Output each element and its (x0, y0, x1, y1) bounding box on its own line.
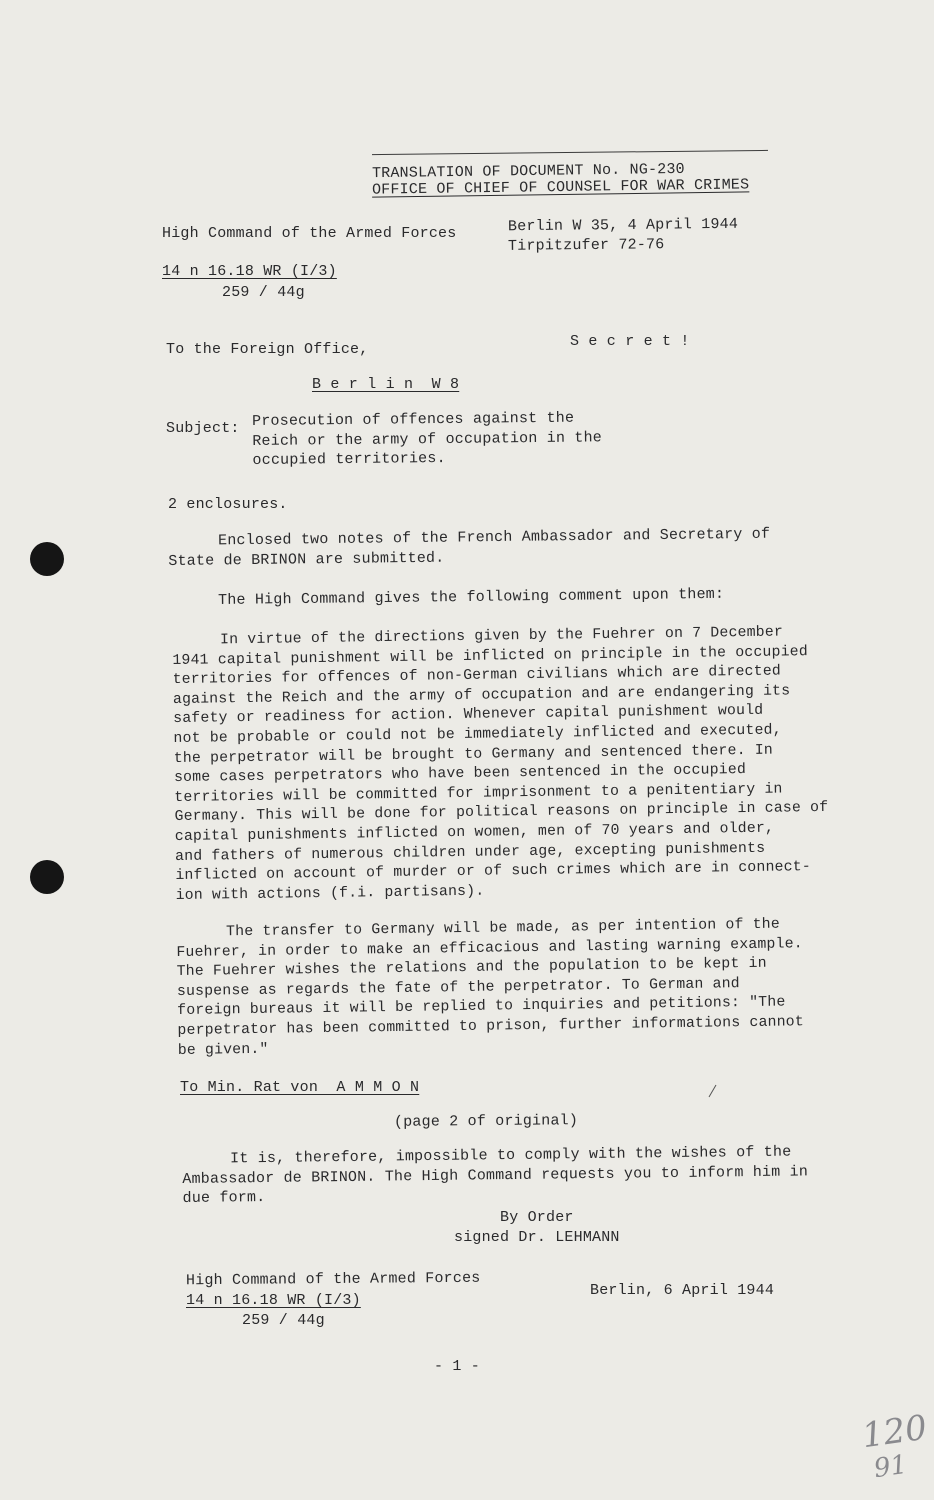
body-line: The Fuehrer wishes the relations and the population to be kept in (176, 955, 767, 981)
subject-line: Prosecution of offences against the (252, 409, 575, 430)
punch-hole-bottom (30, 860, 64, 894)
handwritten-number: 91 (872, 1449, 910, 1485)
paragraph-5 (182, 1142, 808, 1208)
body-line: some cases perpetrators who have been sentenced in the occupied (173, 762, 747, 787)
paragraph-3 (172, 623, 830, 906)
place-date: Berlin W 35, 4 April 1944 (507, 215, 739, 236)
enclosures: 2 enclosures. (168, 496, 288, 513)
translation-line: TRANSLATION OF DOCUMENT No. NG-230 (371, 160, 685, 183)
subject-line: occupied territories. (252, 450, 446, 470)
signed-line: signed Dr. LEHMANN (454, 1229, 620, 1246)
body-line: safety or readiness for action. Whenever capital punishment would (173, 703, 764, 728)
recipient-city: B e r l i n W 8 (312, 376, 460, 393)
body-line: Ambassador de BRINON. The High Command requests you to inform him in (182, 1162, 809, 1188)
subject-line: Reich or the army of occupation in the (252, 428, 603, 450)
sender-reference: 14 n 16.18 WR (I/3) (162, 263, 337, 280)
pencil-mark (709, 1085, 717, 1098)
body-line: be given." (177, 1041, 269, 1059)
body-line: suspense as regards the fate of the perpetrator. To German and (176, 975, 740, 1000)
body-line: inflicted on account of murder or of such crimes which are in connect- (175, 859, 812, 885)
body-line: foreign bureaus it will be replied to inquiries and petitions: "The (177, 994, 786, 1020)
page-note: (page 2 of original) (393, 1112, 579, 1131)
body-line: The High Command gives the following comment upon them: (218, 585, 725, 609)
body-line: perpetrator has been committed to prison, further informations cannot (177, 1014, 805, 1039)
body-line: In virtue of the directions given by the Fuehrer on 7 December (220, 624, 784, 649)
body-line: The transfer to Germany will be made, as per intention of the (226, 916, 781, 941)
body-line: Fuehrer, in order to make an efficacious and lasting warning example. (176, 935, 803, 961)
footer-place-date: Berlin, 6 April 1944 (590, 1282, 775, 1299)
body-line: capital punishments inflicted on women, men of 70 years and older, (174, 820, 775, 845)
body-line: due form. (182, 1189, 266, 1208)
recipient-to: To the Foreign Office, (166, 341, 369, 358)
subject-label: Subject: (166, 420, 240, 437)
body-line: Enclosed two notes of the French Ambassador and Secretary of (218, 525, 771, 550)
body-line: ion with actions (f.i. partisans). (175, 883, 485, 904)
body-line: and fathers of numerous children under age, excepting punishments (175, 840, 766, 865)
header-rule (372, 150, 768, 155)
place-address: Tirpitzufer 72-76 (507, 236, 665, 255)
by-order: By Order (500, 1209, 574, 1226)
page-number: - 1 - (434, 1358, 481, 1375)
handwritten-number: 120 (859, 1407, 930, 1457)
body-line: territories will be committed for imprisonment to a penitentiary in (174, 781, 783, 806)
footer-reference: 14 n 16.18 WR (I/3) (186, 1292, 361, 1309)
paragraph-4 (176, 915, 804, 1061)
body-line: not be probable or could not be immediately inflicted and executed, (173, 722, 782, 747)
office-line: OFFICE OF CHIEF OF COUNSEL FOR WAR CRIMES (371, 176, 750, 199)
body-line: State de BRINON are submitted. (168, 549, 445, 570)
body-line: It is, therefore, impossible to comply with the wishes of the (230, 1143, 792, 1168)
cc-line: To Min. Rat von A M M O N (180, 1079, 420, 1096)
classification: S e c r e t ! (570, 333, 690, 350)
body-line: 1941 capital punishment will be inflicted on principle in the occupied (172, 643, 809, 669)
footer-number: 259 / 44g (242, 1312, 325, 1329)
punch-hole-top (30, 542, 64, 576)
body-line: against the Reich and the army of occupation and are endangering its (172, 683, 791, 708)
paragraph-2 (218, 585, 724, 611)
footer-org: High Command of the Armed Forces (185, 1269, 481, 1290)
body-line: Germany. This will be done for political reasons on principle in case of (174, 800, 829, 826)
body-line: the perpetrator will be brought to Germany and sentenced there. In (173, 742, 774, 767)
subject-text (252, 408, 602, 470)
paragraph-1 (168, 525, 771, 572)
sender-number: 259 / 44g (222, 284, 305, 301)
sender-org: High Command of the Armed Forces (162, 225, 457, 242)
body-line: territories for offences of non-German civilians which are directed (172, 663, 782, 689)
